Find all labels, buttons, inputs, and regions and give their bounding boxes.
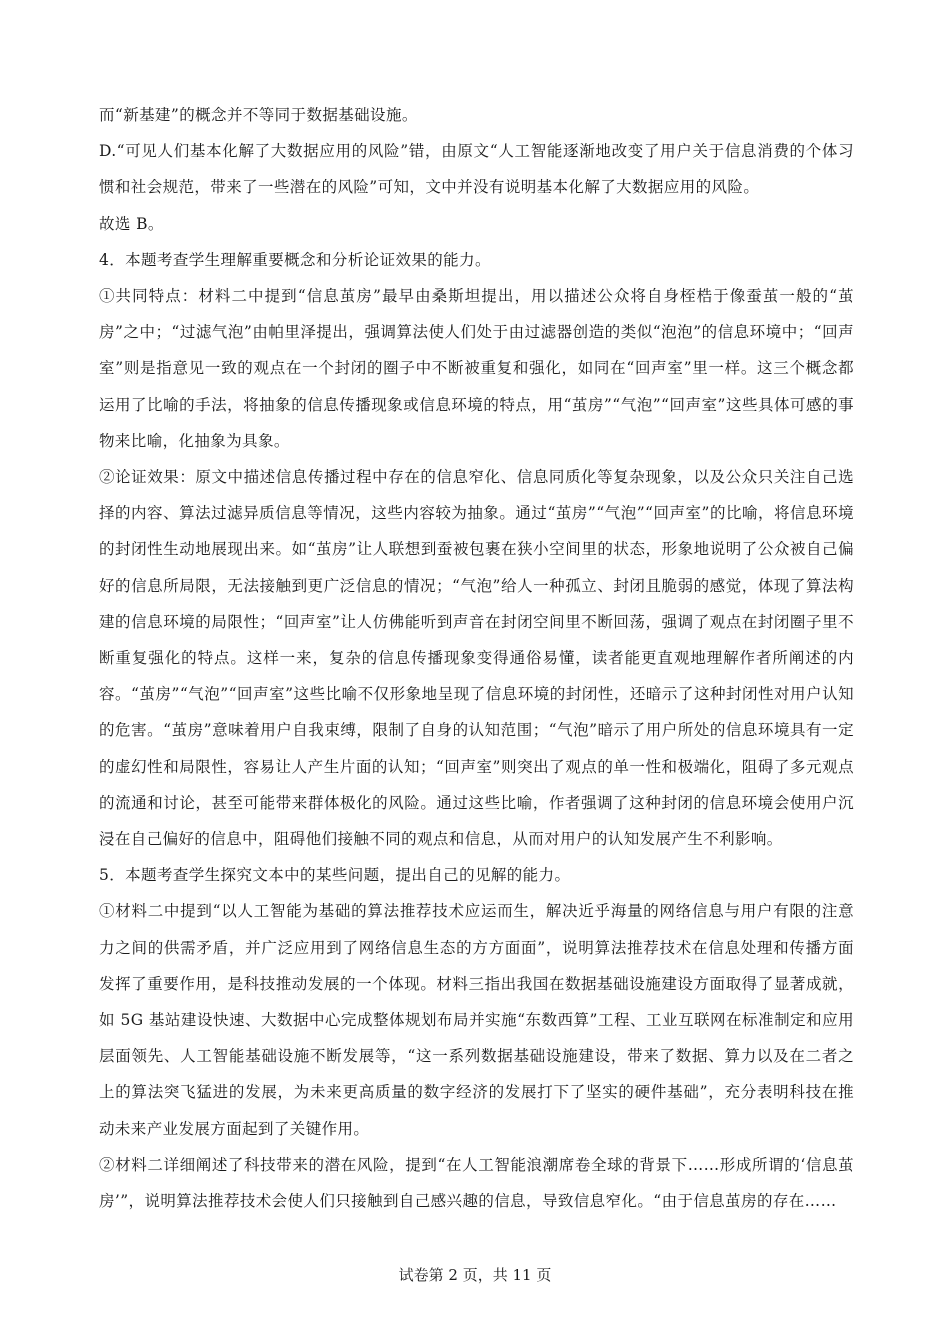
paragraph: ①材料二中提到“以人工智能为基础的算法推荐技术应运而生，解决近乎海量的网络信息与用户有限的注意力之间的供需矛盾，并广泛应用到了网络信息生态的方方面面”，说明算法推荐技术在信息处理和传播方面发挥了重要作用，是科技推动发展的一个体现。材料三指出我国在数据基础设施建设方面取得了显著成就，如 5G 基站建设快速、大数据中心完成整体规划布局并实施“东数西算”工程、工业互联网在标准制定和应用层面领先、人工智能基础设施不断发展等，“这一系列数据基础设施建设，带来了数据、算力以及在二者之上的算法突飞猛进的发展，为未来更高质量的数字经济的发展打下了坚实的硬件基础”，充分表明科技在推动未来产业发展方面起到了关键作用。 [99,902,854,1138]
page-footer: 试卷第 2 页，共 11 页 [398,1266,552,1284]
paragraph: 5．本题考查学生探究文本中的某些问题，提出自己的见解的能力。 [99,866,571,885]
paragraph: ②材料二详细阐述了科技带来的潜在风险，提到“在人工智能浪潮席卷全球的背景下……形成所谓的‘信息茧房’”，说明算法推荐技术会使人们只接触到自己感兴趣的信息，导致信息窄化。“由于信息茧房的存在…… [99,1155,854,1211]
paragraph: ②论证效果：原文中描述信息传播过程中存在的信息窄化、信息同质化等复杂现象，以及公众只关注自己选择的内容、算法过滤异质信息等情况，这些内容较为抽象。通过“茧房”“气泡”“回声室”的比喻，将信息环境的封闭性生动地展现出来。如“茧房”让人联想到蚕被包裹在狭小空间里的状态，形象地说明了公众被自己偏好的信息所局限，无法接触到更广泛信息的情况；“气泡”给人一种孤立、封闭且脆弱的感觉，体现了算法构建的信息环境的局限性；“回声室”让人仿佛能听到声音在封闭空间里不断回荡，强调了观点在封闭圈子里不断重复强化的特点。这样一来，复杂的信息传播现象变得通俗易懂，读者能更直观地理解作者所阐述的内容。“茧房”“气泡”“回声室”这些比喻不仅形象地呈现了信息环境的封闭性，还暗示了这种封闭性对用户认知的危害。“茧房”意味着用户自我束缚，限制了自身的认知范围；“气泡”暗示了用户所处的信息环境具有一定的虚幻性和局限性，容易让人产生片面的认知；“回声室”则突出了观点的单一性和极端化，阻碍了多元观点的流通和讨论，甚至可能带来群体极化的风险。通过这些比喻，作者强调了这种封闭的信息环境会使用户沉浸在自己偏好的信息中，阻碍他们接触不同的观点和信息，从而对用户的认知发展产生不利影响。 [99,468,854,849]
paragraph: 4．本题考查学生理解重要概念和分析论证效果的能力。 [99,250,491,269]
paragraph: ①共同特点：材料二中提到“信息茧房”最早由桑斯坦提出，用以描述公众将自身桎梏于像蚕茧一般的“茧房”之中；“过滤气泡”由帕里泽提出，强调算法使人们处于由过滤器创造的类似“泡泡”的信息环境中；“回声室”则是指意见一致的观点在一个封闭的圈子中不断被重复和强化，如同在“回声室”里一样。这三个概念都运用了比喻的手法，将抽象的信息传播现象或信息环境的特点，用“茧房”“气泡”“回声室”这些具体可感的事物来比喻，化抽象为具象。 [99,287,854,450]
answer-analysis-body [99,97,854,1219]
paragraph: D.“可见人们基本化解了大数据应用的风险”错，由原文“人工智能逐渐地改变了用户关于信息消费的个体习惯和社会规范，带来了一些潜在的风险”可知，文中并没有说明基本化解了大数据应用的风险。 [99,142,854,197]
paragraph: 故选 B。 [99,214,164,233]
paragraph: 而“新基建”的概念并不等同于数据基础设施。 [99,106,418,124]
